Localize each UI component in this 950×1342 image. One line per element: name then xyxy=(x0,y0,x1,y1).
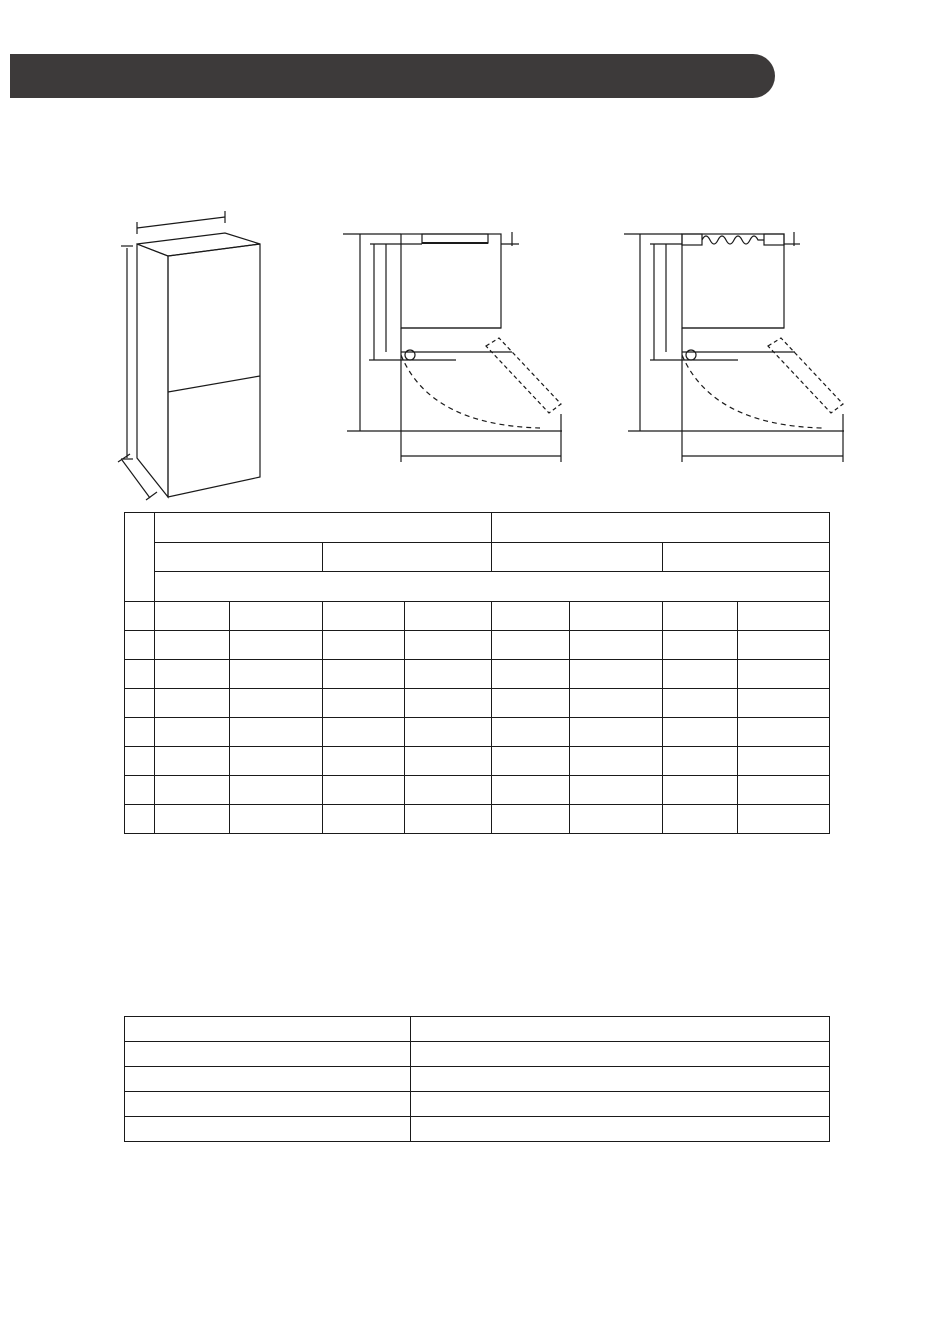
corner-cell xyxy=(125,513,155,602)
table-cell xyxy=(492,718,570,747)
table-cell xyxy=(492,689,570,718)
table-cell xyxy=(663,660,738,689)
spec-value xyxy=(411,1017,830,1042)
spec-value xyxy=(411,1092,830,1117)
table-cell xyxy=(570,776,663,805)
table-cell xyxy=(405,631,492,660)
open-door-outline xyxy=(768,338,843,413)
spec-value xyxy=(411,1067,830,1092)
table-cell xyxy=(405,689,492,718)
spec-value xyxy=(411,1117,830,1142)
table-cell xyxy=(405,660,492,689)
table-cell xyxy=(492,805,570,834)
dimension-table xyxy=(124,512,830,834)
table-cell xyxy=(738,747,830,776)
table-cell xyxy=(570,718,663,747)
spec-row xyxy=(125,1067,830,1092)
row-label xyxy=(125,689,155,718)
table-cell xyxy=(570,689,663,718)
table-cell xyxy=(570,805,663,834)
spec-row xyxy=(125,1042,830,1067)
wavy-edge xyxy=(702,236,764,244)
table-cell xyxy=(155,776,230,805)
table-cell xyxy=(230,776,323,805)
spec-name xyxy=(125,1067,411,1092)
fridge-dimension-diagrams xyxy=(0,0,950,510)
table-cell xyxy=(663,805,738,834)
table-cell xyxy=(230,602,323,631)
row-label xyxy=(125,631,155,660)
sub-header xyxy=(323,543,492,572)
table-cell xyxy=(155,660,230,689)
door-swing-arc xyxy=(682,355,822,428)
row-label xyxy=(125,602,155,631)
open-door-outline xyxy=(486,338,561,413)
table-row xyxy=(125,660,830,689)
row-label xyxy=(125,660,155,689)
fridge-top-view-handle xyxy=(343,232,562,462)
table-row xyxy=(125,718,830,747)
table-cell xyxy=(405,747,492,776)
fridge-body-top-view xyxy=(401,234,501,328)
table-cell xyxy=(323,747,405,776)
table-row xyxy=(125,776,830,805)
hinge-block-left xyxy=(682,234,702,245)
table-cell xyxy=(492,602,570,631)
spec-row xyxy=(125,1117,830,1142)
spec-row xyxy=(125,1092,830,1117)
depth-dimension-line xyxy=(122,460,150,498)
table-row xyxy=(125,805,830,834)
row-label xyxy=(125,776,155,805)
table-cell xyxy=(323,805,405,834)
sub-header xyxy=(492,543,663,572)
spec-table xyxy=(124,1016,830,1142)
table-row xyxy=(125,602,830,631)
table-cell xyxy=(663,747,738,776)
table-cell xyxy=(405,602,492,631)
row-label xyxy=(125,718,155,747)
table-cell xyxy=(405,805,492,834)
table-cell xyxy=(230,805,323,834)
table-cell xyxy=(230,631,323,660)
row-label xyxy=(125,805,155,834)
table-cell xyxy=(155,718,230,747)
fridge-side-face xyxy=(137,244,168,497)
spec-name xyxy=(125,1117,411,1142)
table-row xyxy=(125,631,830,660)
row-label xyxy=(125,747,155,776)
spec-value xyxy=(411,1042,830,1067)
table-cell xyxy=(738,689,830,718)
table-cell xyxy=(405,718,492,747)
width-dimension-line xyxy=(137,217,225,228)
table-cell xyxy=(492,660,570,689)
dimension-table-body xyxy=(125,602,830,834)
table-cell xyxy=(492,631,570,660)
fridge-body-top-view xyxy=(682,234,784,328)
door-swing-arc xyxy=(401,355,540,428)
table-row xyxy=(125,747,830,776)
table-cell xyxy=(155,689,230,718)
hinge-block-right xyxy=(764,234,784,245)
unit-row xyxy=(155,572,830,602)
fridge-door-split-line xyxy=(168,376,260,392)
table-cell xyxy=(738,718,830,747)
table-cell xyxy=(230,660,323,689)
table-cell xyxy=(738,660,830,689)
table-cell xyxy=(155,747,230,776)
sub-header xyxy=(663,543,830,572)
table-cell xyxy=(323,776,405,805)
table-cell xyxy=(323,718,405,747)
table-cell xyxy=(492,776,570,805)
table-cell xyxy=(738,805,830,834)
fridge-top-view-recessed xyxy=(624,232,844,462)
table-cell xyxy=(323,602,405,631)
table-cell xyxy=(405,776,492,805)
table-cell xyxy=(570,747,663,776)
top-handle xyxy=(422,234,488,243)
table-cell xyxy=(738,776,830,805)
table-cell xyxy=(570,631,663,660)
fridge-isometric-drawing xyxy=(118,211,260,500)
table-cell xyxy=(570,602,663,631)
spec-name xyxy=(125,1092,411,1117)
table-cell xyxy=(663,631,738,660)
group-header xyxy=(155,513,492,543)
spec-row xyxy=(125,1017,830,1042)
table-row xyxy=(125,689,830,718)
table-cell xyxy=(738,631,830,660)
table-cell xyxy=(663,776,738,805)
table-cell xyxy=(738,602,830,631)
table-cell xyxy=(323,631,405,660)
spec-table-body xyxy=(125,1017,830,1142)
fridge-front-face xyxy=(168,244,260,497)
table-cell xyxy=(230,747,323,776)
group-header xyxy=(492,513,830,543)
table-cell xyxy=(230,689,323,718)
table-cell xyxy=(323,689,405,718)
table-cell xyxy=(663,718,738,747)
table-cell xyxy=(663,689,738,718)
spec-name xyxy=(125,1042,411,1067)
table-cell xyxy=(663,602,738,631)
table-cell xyxy=(230,718,323,747)
table-cell xyxy=(155,805,230,834)
table-cell xyxy=(570,660,663,689)
table-cell xyxy=(155,602,230,631)
table-cell xyxy=(323,660,405,689)
spec-name xyxy=(125,1017,411,1042)
table-cell xyxy=(492,747,570,776)
table-cell xyxy=(155,631,230,660)
sub-header xyxy=(155,543,323,572)
